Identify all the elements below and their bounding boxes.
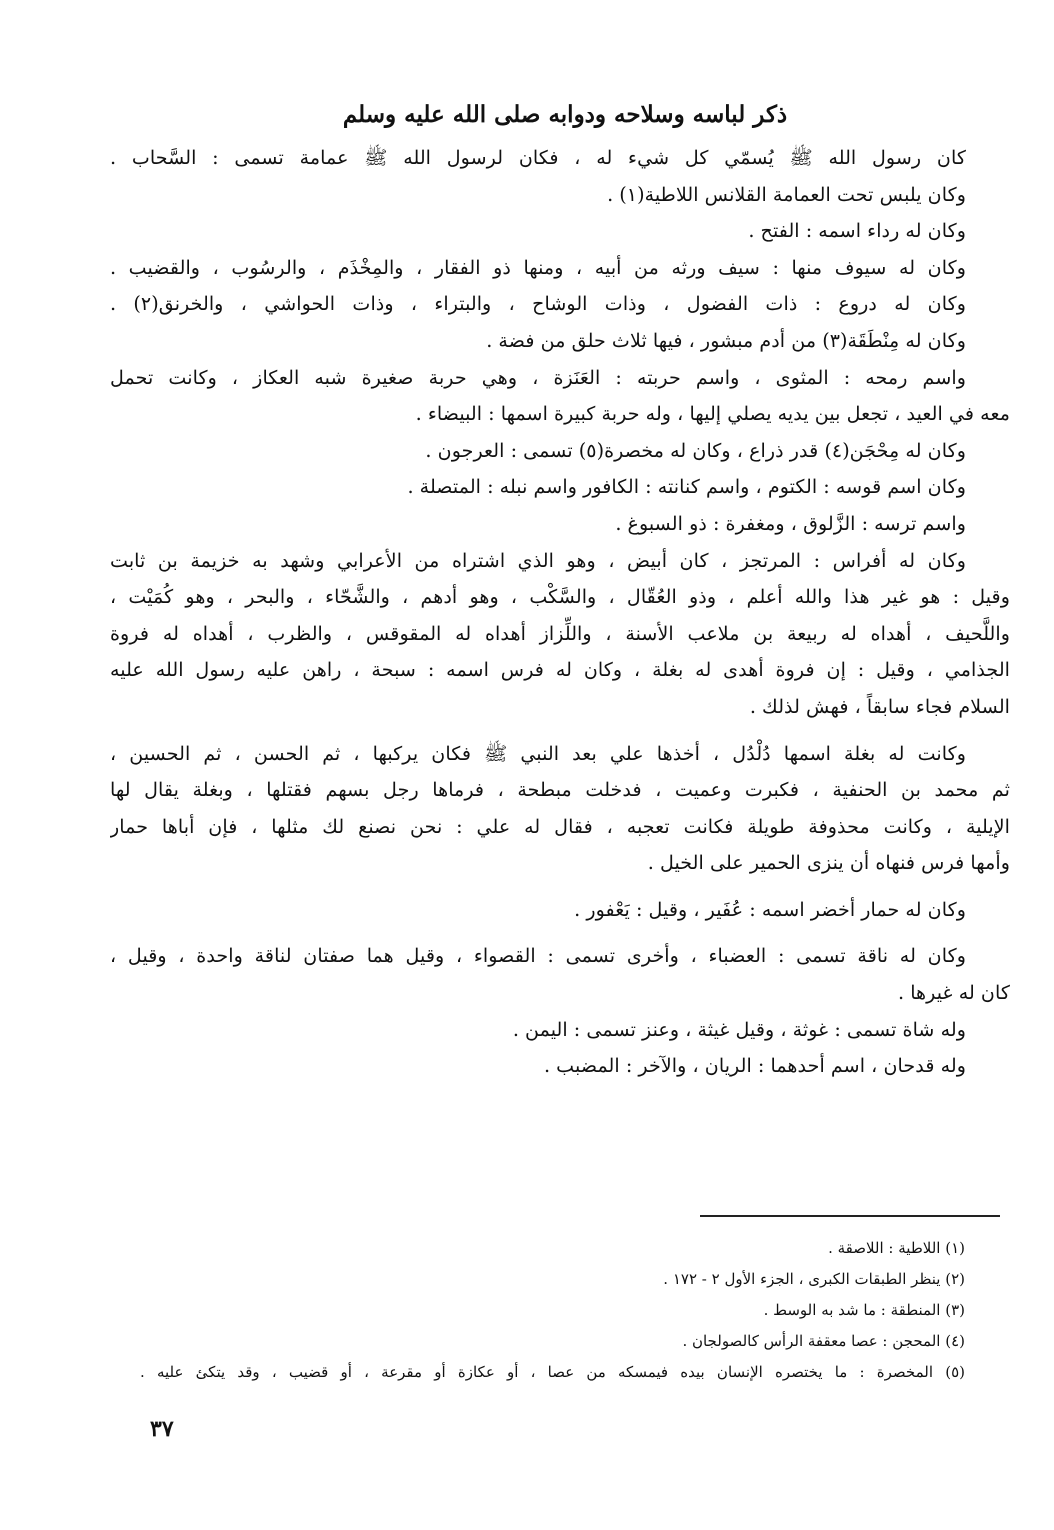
body-line: ثم محمد بن الحنفية ، فكبرت وعميت ، فدخلت مبطحة ، فرماها رجل بسهم فقتلها ، وبغلة يقال لها	[110, 778, 1010, 802]
body-text	[110, 140, 1010, 1085]
footnote: (٢) ينظر الطبقات الكبرى ، الجزء الأول ٢ - ١٧٢ .	[663, 1270, 965, 1288]
body-line: الجذامي ، وقيل : إن فروة أهدى له بغلة ، وكان له فرس اسمه : سبحة ، راهن عليه رسول الله عليه	[110, 658, 1010, 682]
footnote: (٤) المحجن : عصا معقفة الرأس كالصولجان .	[682, 1332, 965, 1350]
body-line: وله قدحان ، اسم أحدهما : الريان ، والآخر : المضبب .	[543, 1054, 966, 1078]
body-line: كان له غيرها .	[898, 981, 1010, 1005]
footnote: (٣) المنطقة : ما شد به الوسط .	[763, 1301, 965, 1319]
footnote: (٥) المخصرة : ما يختصره الإنسان بيده فيمسكه من عصا ، أو عكازة أو مقرعة ، أو قضيب ، وقد يتكئ عليه .	[140, 1363, 965, 1381]
body-line: وكان يلبس تحت العمامة القلانس اللاطية(١) .	[607, 182, 966, 206]
body-line: وكان له حمار أخضر اسمه : عُفَير ، وقيل : يَعْفور .	[574, 897, 966, 921]
body-line: وكان له مِحْجَن(٤) قدر ذراع ، وكان له مخصرة(٥) تسمى : العرجون .	[425, 438, 966, 462]
body-line: واللَّحيف ، أهداه له ربيعة بن ملاعب الأسنة ، واللِّزاز أهداه له المقوقس ، والظرب ، أهداه له فروة	[110, 621, 1010, 645]
body-line: واسم ترسه : الزَّلوق ، ومغفرة : ذو السبوغ .	[615, 511, 966, 535]
body-line: السلام فجاء سابقاً ، فهش لذلك .	[749, 694, 1010, 718]
footnote-separator	[700, 1215, 1000, 1217]
body-line: وكان له سيوف منها : سيف ورثه من أبيه ، ومنها ذو الفقار ، والمِخْذَم ، والرسُوب ، والقضيب .	[110, 255, 966, 279]
body-line: وكان اسم قوسه : الكتوم ، واسم كنانته : الكافور واسم نبله : المتصلة .	[407, 475, 966, 499]
body-line: وكان له أفراس : المرتجز ، كان أبيض ، وهو الذي اشتراه من الأعرابي وشهد به خزيمة بن ثابت	[110, 548, 966, 572]
body-line: واسم رمحه : المثوى ، واسم حربته : العَنَزة ، وهي حربة صغيرة شبه العكاز ، وكانت تحمل	[110, 365, 966, 389]
footnotes	[140, 1233, 965, 1388]
body-line: معه في العيد ، تجعل بين يديه يصلي إليها ، وله حربة كبيرة اسمها : البيضاء .	[415, 402, 1010, 426]
body-line: وكان له رداء اسمه : الفتح .	[748, 219, 966, 243]
page-number: ٣٧	[150, 1416, 174, 1442]
body-line: وكان له دروع : ذات الفضول ، وذات الوشاح ، والبتراء ، وذات الحواشي ، والخرنق(٢) .	[110, 292, 966, 316]
body-line: الإيلية ، وكانت محذوفة طويلة فكانت تعجبه ، فقال له علي : نحن نصنع لك مثلها ، فإن أباها حمار	[110, 814, 1010, 838]
body-line: وقيل : هو غير هذا والله أعلم ، وذو العُقّال ، والسَّكْب ، وهو أدهم ، والشَّحّاء ، والبحر ، وهو كُمَيْت ،	[110, 585, 1010, 609]
body-line: وكانت له بغلة اسمها دُلْدُل ، أخذها علي بعد النبي ﷺ فكان يركبها ، ثم الحسن ، ثم الحسين ،	[110, 741, 966, 765]
footnote: (١) اللاطية : اللاصقة .	[828, 1239, 965, 1257]
body-line: كان رسول الله ﷺ يُسمّي كل شيء له ، فكان لرسول الله ﷺ عمامة تسمى : السَّحاب .	[110, 146, 966, 169]
body-line: وله شاة تسمى : غوثة ، وقيل غيثة ، وعنز تسمى : اليمن .	[512, 1017, 966, 1041]
body-line: وكان له مِنْطَقَة(٣) من أدم مبشور ، فيها ثلاث حلق من فضة .	[486, 328, 966, 352]
chapter-title: ذكر لباسه وسلاحه ودوابه صلى الله عليه وسلم	[342, 101, 788, 128]
body-line: وأمها فرس فنهاه أن ينزى الحمير على الخيل .	[647, 851, 1010, 875]
body-line: وكان له ناقة تسمى : العضباء ، وأخرى تسمى : القصواء ، وقيل هما صفتان لناقة واحدة ، وقيل ،	[110, 944, 966, 968]
